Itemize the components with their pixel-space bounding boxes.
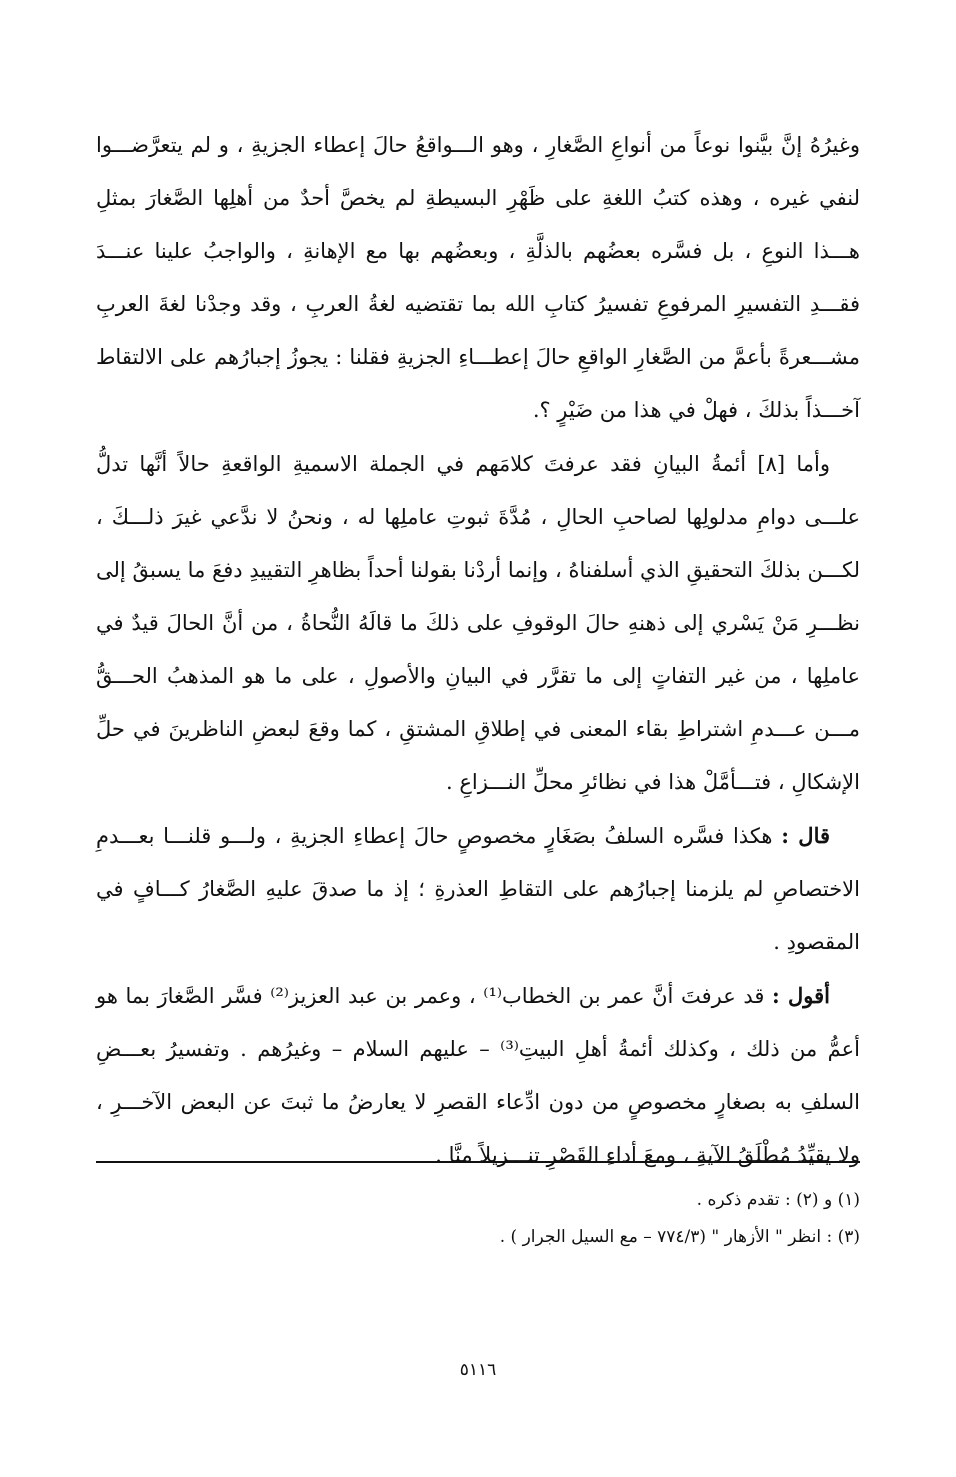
paragraph-2	[96, 437, 860, 809]
footnote-1: (١) و (٢) : تقدم ذكره .	[696, 1190, 860, 1210]
paragraph-2-text: وأما [٨] أئمةُ البيانِ فقد عرفتَ كلامَهم في الجملة الاسميةِ الواقعةِ حالاً أنَّها تدلُّ علـــى دوامِ مدلولِها لصاحبِ الحالِ ، مُدَّةَ ثبوتِ عاملِها له ، ونحنُ لا ندَّعي غيرَ ذلـــكَ ، لكـــن بذلكَ التحقيقِ الذي أسلفناهُ ، وإنما أردْنا بقولنا أحداً بظاهرِ التقييدِ دفعَ ما يسبقُ إلى نظـــرِ مَنْ يَسْري إلى ذهنهِ حالَ الوقوفِ على ذلكَ ما قالَهُ النُّحاةُ ، من أنَّ الحالَ قيدٌ في عاملِها ، من غير التفاتٍ إلى ما تقرَّر في البيانِ والأصولِ ، على ما هو المذهبُ الحـــقُّ مـــن عـــدمِ اشتراطِ بقاء المعنى في إطلاقِ المشتقِ ، كما وقعَ لبعضِ الناظرينَ في حلِّ الإشكالِ ، فتـــأمَّلْ هذا في نظائرِ محلِّ النـــزاعِ .	[96, 452, 860, 794]
footnotes	[96, 1182, 860, 1256]
footnote-2: (٣) : انظر " الأزهار " (٧٧٤/٣ – مع السيل الجرار ) .	[499, 1227, 860, 1247]
paragraph-3-lead: قال :	[781, 823, 831, 848]
paragraph-4-lead: أقول :	[772, 983, 831, 1008]
page-number: ٥١١٦	[459, 1360, 497, 1380]
main-text	[96, 118, 860, 1182]
paragraph-1-text: وغيرُهُ إنَّ بيَّنوا نوعاً من أنواعِ الصَّغارِ ، وهو الـــواقعُ حالَ إعطاء الجزيةِ ، و لم يتعرَّضـــوا لنفي غيره ، وهذه كتبُ اللغةِ على ظَهْرِ البسيطةِ لم يخصَّ أحدٌ من أهلِها الصَّغارَ بمثلِ هـــذا النوعِ ، بل فسَّره بعضُهم بالذلَّةِ ، وبعضُهم بها مع الإهانةِ ، والواجبُ علينا عنـــدَ فقـــدِ التفسيرِ المرفوعِ تفسيرُ كتابِ الله بما تقتضيه لغةُ العربِ ، وقد وجدْنا لغةَ العربِ مشـــعرةً بأعمَّ من الصَّغارِ الواقعِ حالَ إعطـــاءِ الجزيةِ فقلنا : يجوزُ إجبارُهم على الالتقاط آخـــذاً بذلكَ ، فهلْ في هذا من ضَيْرٍ ؟.	[96, 133, 860, 422]
paragraph-3-text: هكذا فسَّره السلفُ بصَغَارٍ مخصوصٍ حالَ إعطاءِ الجزيةِ ، ولـــو قلنـــا بعـــدمِ الاختصاصِ لم يلزمنا إجبارُهم على التقاطِ العذرةِ ؛ إذ ما صدقَ عليهِ الصَّغارُ كـــافٍ في المقصودِ .	[96, 824, 860, 954]
footnote-divider	[96, 1161, 860, 1163]
paragraph-3	[96, 809, 860, 969]
paragraph-4-text: قد عرفتَ أنَّ عمر بن الخطاب⁽¹⁾ ، وعمر بن عبد العزيز⁽²⁾ فسَّر الصَّغارَ بما هو أعمُّ من ذلك ، وكذلك أئمةُ أهلِ البيتِ⁽³⁾ – عليهم السلام – وغيرُهم . وتفسيرُ بعـــضِ السلفِ به بصغارٍ مخصوصٍ من دون ادِّعاء القصرِ لا يعارضُ ما ثبتَ عن البعض الآخـــرِ ، ولا يقيِّدُ مُطْلَقُ الآيةِ ، ومعَ أداءِ القَصْرِ تنـــزيلاً منَّا .	[96, 984, 860, 1167]
paragraph-4	[96, 969, 860, 1182]
paragraph-1	[96, 118, 860, 437]
